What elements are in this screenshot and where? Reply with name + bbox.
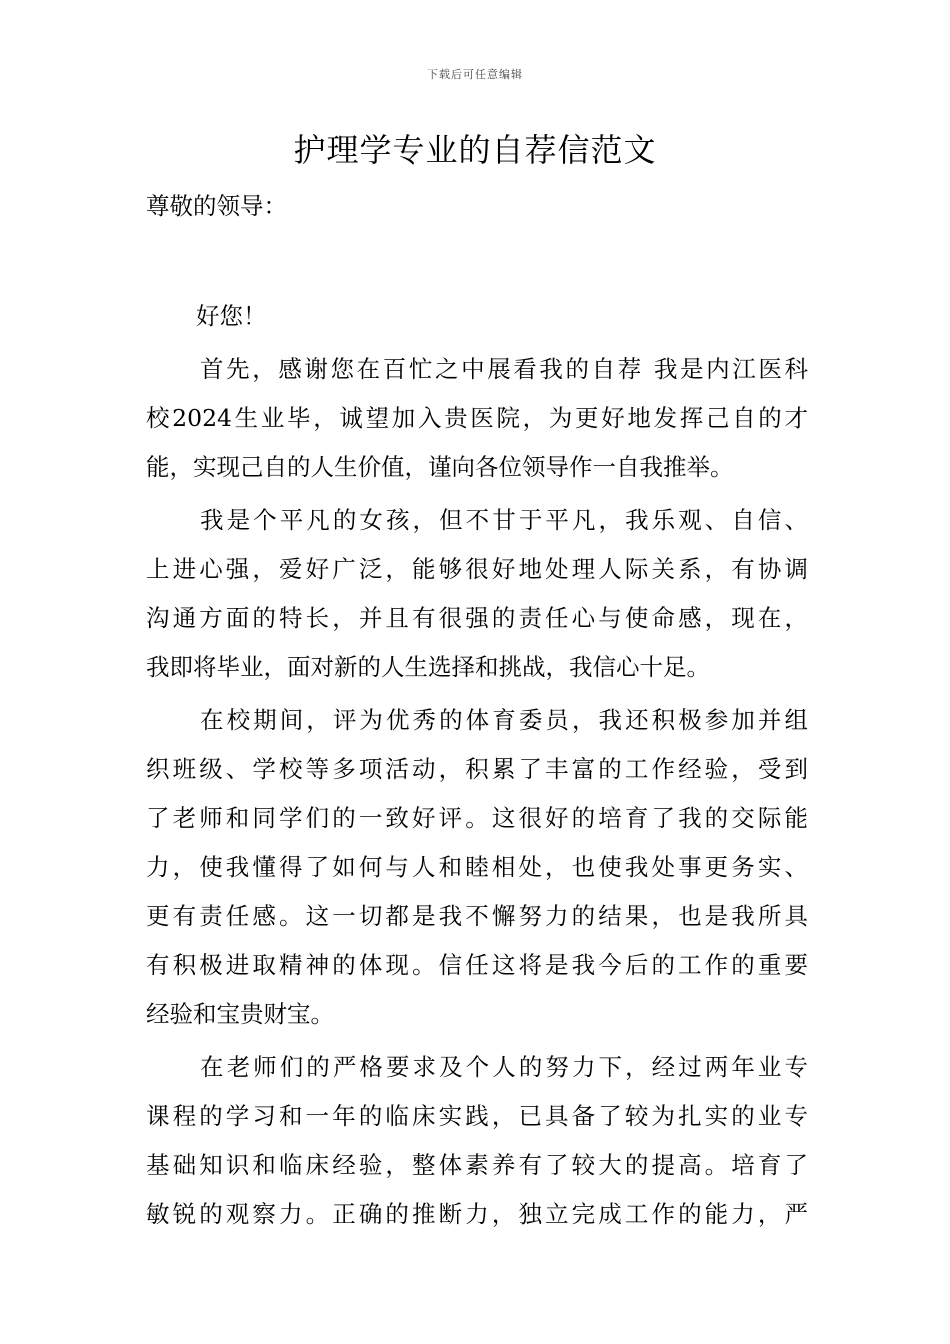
paragraph-2 xyxy=(146,496,808,692)
paragraph-line: 力，使我懂得了如何与人和睦相处，也使我处事更务实、 xyxy=(146,853,808,881)
salutation: 尊敬的领导： xyxy=(146,192,287,220)
paragraph-line: 能，实现己自的人生价值，谨向各位领导作一自我推举。 xyxy=(146,453,734,481)
paragraph-line: 了老师和同学们的一致好评。这很好的培育了我的交际能 xyxy=(146,804,808,832)
paragraph-1 xyxy=(146,345,808,492)
greeting: 好您！ xyxy=(196,302,267,330)
paragraph-line: 我即将毕业，面对新的人生选择和挑战，我信心十足。 xyxy=(146,653,710,681)
paragraph-line: 经验和宝贵财宝。 xyxy=(146,1000,334,1028)
paragraph-line: 上进心强，爱好广泛，能够很好地处理人际关系，有协调 xyxy=(146,555,808,583)
paragraph-line: 织班级、学校等多项活动，积累了丰富的工作经验，受到 xyxy=(146,755,808,783)
paragraph-line: 在校期间，评为优秀的体育委员，我还积极参加并组 xyxy=(200,706,808,734)
paragraph-line: 在老师们的严格要求及个人的努力下，经过两年业专 xyxy=(200,1053,808,1081)
paragraph-line: 课程的学习和一年的临床实践，已具备了较为扎实的业专 xyxy=(146,1102,808,1130)
paragraph-line: 我是个平凡的女孩，但不甘于平凡，我乐观、自信、 xyxy=(200,506,808,534)
letter-body xyxy=(146,182,808,1239)
paragraph-line: 敏锐的观察力。正确的推断力，独立完成工作的能力，严 xyxy=(146,1200,808,1228)
paragraph-line: 校2024生业毕，诚望加入贵医院，为更好地发挥己自的才 xyxy=(146,404,808,432)
paragraph-line: 沟通方面的特长，并且有很强的责任心与使命感，现在， xyxy=(146,604,808,632)
paragraph-3 xyxy=(146,696,808,1039)
paragraph-line: 基础知识和临床经验，整体素养有了较大的提高。培育了 xyxy=(146,1151,808,1179)
document-title: 护理学专业的自荐信范文 xyxy=(293,131,657,169)
spacer xyxy=(146,231,808,292)
header-note: 下载后可任意编辑 xyxy=(427,68,523,81)
paragraph-line: 有积极进取精神的体现。信任这将是我今后的工作的重要 xyxy=(146,951,808,979)
paragraph-line: 更有责任感。这一切都是我不懈努力的结果，也是我所具 xyxy=(146,902,808,930)
paragraph-line: 首先，感谢您在百忙之中展看我的自荐 我是内江医科 xyxy=(200,355,808,383)
paragraph-4 xyxy=(146,1043,808,1239)
